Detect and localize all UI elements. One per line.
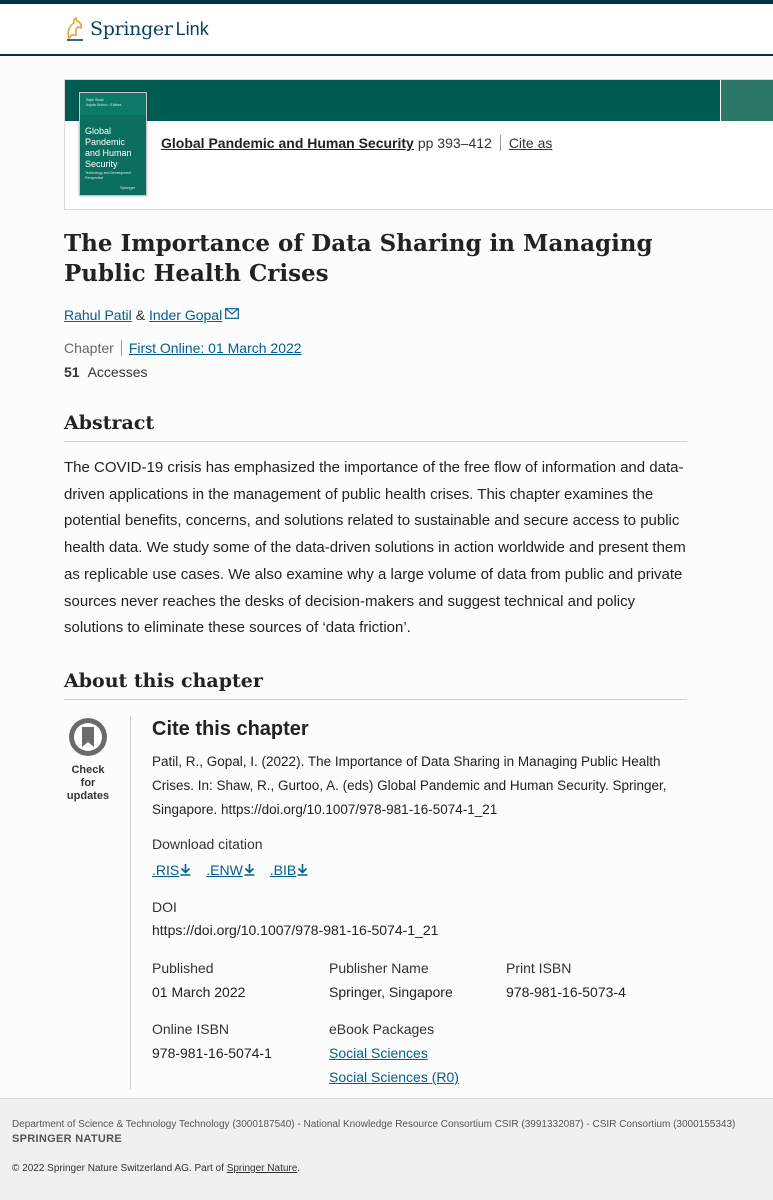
ebook-packages-item bbox=[329, 1017, 459, 1089]
doi-value: https://doi.org/10.1007/978-981-16-5074-1_21 bbox=[152, 922, 439, 938]
download-enw-label: .ENW bbox=[206, 862, 243, 878]
book-cover[interactable] bbox=[79, 92, 147, 196]
ebook-packages-label: eBook Packages bbox=[329, 1021, 435, 1037]
first-online-link[interactable]: First Online: 01 March 2022 bbox=[128, 340, 302, 356]
site-header bbox=[0, 4, 773, 56]
springer-link-logo[interactable] bbox=[64, 16, 209, 42]
publisher-item bbox=[329, 956, 453, 1004]
book-band-right bbox=[721, 80, 773, 121]
online-isbn-label: Online ISBN bbox=[152, 1021, 230, 1037]
print-isbn-item bbox=[506, 956, 626, 1004]
author-link[interactable]: Inder Gopal bbox=[149, 307, 223, 323]
copyright-text bbox=[12, 1163, 300, 1174]
publisher-label: Publisher Name bbox=[329, 960, 429, 976]
online-isbn-item bbox=[152, 1017, 272, 1065]
author-link[interactable]: Rahul Patil bbox=[64, 307, 132, 323]
book-pages: pp 393–412 bbox=[417, 135, 492, 151]
institution-access-text: Department of Science & Technology Technology (3000187540) - National Knowledge Resource Consortium CSIR (3991332087) - CSIR Consortium (3000155343) bbox=[12, 1119, 736, 1130]
publisher-value: Springer, Singapore bbox=[329, 984, 453, 1000]
cite-this-chapter-heading: Cite this chapter bbox=[152, 718, 309, 740]
book-band bbox=[65, 80, 720, 121]
doi-label: DOI bbox=[152, 899, 177, 915]
book-title-link[interactable]: Global Pandemic and Human Security bbox=[161, 135, 414, 151]
download-ris-label: .RIS bbox=[152, 862, 180, 878]
copyright-label: © 2022 Springer Nature Switzerland AG. Part of bbox=[12, 1163, 224, 1174]
content-type: Chapter bbox=[64, 340, 114, 356]
cover-editors: Rajib Shaw Anjula Gurtoo · Editors bbox=[86, 98, 122, 107]
springer-horse-icon bbox=[64, 16, 86, 42]
book-meta bbox=[161, 135, 552, 151]
download-bib-link[interactable] bbox=[270, 862, 308, 878]
chapter-title: The Importance of Data Sharing in Managing Public Health Crises bbox=[64, 230, 653, 287]
download-citation-label: Download citation bbox=[152, 836, 263, 852]
abstract-text: The COVID-19 crisis has emphasized the importance of the free flow of information and data-driven applications in the management of public health crises. This chapter examines the potential benefits, concerns, and solutions related to sustainable and secure access to public health data. We study some of the data-driven solutions in action worldwide and present them as replicable use cases. We also examine why a large volume of data from public and private sources never reaches the desks of decision-makers and suggest technical and policy solutions to eliminate these sources of ‘data friction’. bbox=[64, 459, 686, 637]
published-item bbox=[152, 956, 245, 1004]
check-for-updates-badge[interactable] bbox=[64, 716, 112, 803]
chapter-meta bbox=[64, 340, 302, 356]
cover-subtitle: Technology and Development Perspective bbox=[85, 171, 132, 180]
published-value: 01 March 2022 bbox=[152, 984, 246, 1000]
ebook-package-link[interactable]: Social Sciences (R0) bbox=[329, 1069, 459, 1085]
springer-nature-link[interactable]: Springer Nature bbox=[226, 1163, 298, 1174]
print-isbn-label: Print ISBN bbox=[506, 960, 572, 976]
online-isbn-value: 978-981-16-5074-1 bbox=[152, 1045, 272, 1061]
download-bib-label: .BIB bbox=[269, 862, 297, 878]
download-icon bbox=[180, 864, 191, 876]
download-icon bbox=[244, 864, 255, 876]
cover-publisher: Springer bbox=[120, 185, 136, 190]
logo-link-text: Link bbox=[175, 18, 209, 39]
springer-nature-logo[interactable]: SPRINGER NATURE bbox=[12, 1133, 123, 1145]
site-footer bbox=[0, 1098, 773, 1200]
published-label: Published bbox=[152, 960, 214, 976]
book-info-box bbox=[64, 79, 773, 210]
meta-divider bbox=[500, 135, 501, 151]
cite-as-link[interactable]: Cite as bbox=[508, 135, 553, 151]
download-icon bbox=[297, 864, 308, 876]
about-heading: About this chapter bbox=[64, 670, 687, 700]
accesses-label: Accesses bbox=[87, 364, 148, 380]
accesses-metric bbox=[64, 364, 148, 380]
about-divider bbox=[130, 716, 131, 1089]
meta-divider bbox=[121, 340, 122, 356]
check-for-updates-icon bbox=[67, 716, 109, 758]
abstract-heading: Abstract bbox=[64, 412, 687, 442]
accesses-count: 51 bbox=[64, 364, 80, 380]
print-isbn-value: 978-981-16-5073-4 bbox=[506, 984, 626, 1000]
author-separator: & bbox=[135, 307, 146, 323]
logo-springer-text: Springer bbox=[90, 18, 173, 40]
author-list bbox=[64, 307, 239, 323]
download-enw-link[interactable] bbox=[206, 862, 255, 878]
citation-text: Patil, R., Gopal, I. (2022). The Importance of Data Sharing in Managing Public Health Crises. In: Shaw, R., Gurtoo, A. (eds) Global Pandemic and Human Security. Springer, Singapore. https://doi.org/10.1007/978-981-16-5074-1_21 bbox=[152, 754, 667, 817]
download-ris-link[interactable] bbox=[152, 862, 191, 878]
mail-icon[interactable] bbox=[225, 308, 239, 319]
copyright-period: . bbox=[297, 1163, 301, 1174]
ebook-package-link[interactable]: Social Sciences bbox=[329, 1045, 428, 1061]
check-for-updates-text: Check for updates bbox=[66, 764, 110, 802]
download-links bbox=[152, 862, 323, 878]
cover-title: Global Pandemic and Human Security bbox=[85, 126, 132, 169]
